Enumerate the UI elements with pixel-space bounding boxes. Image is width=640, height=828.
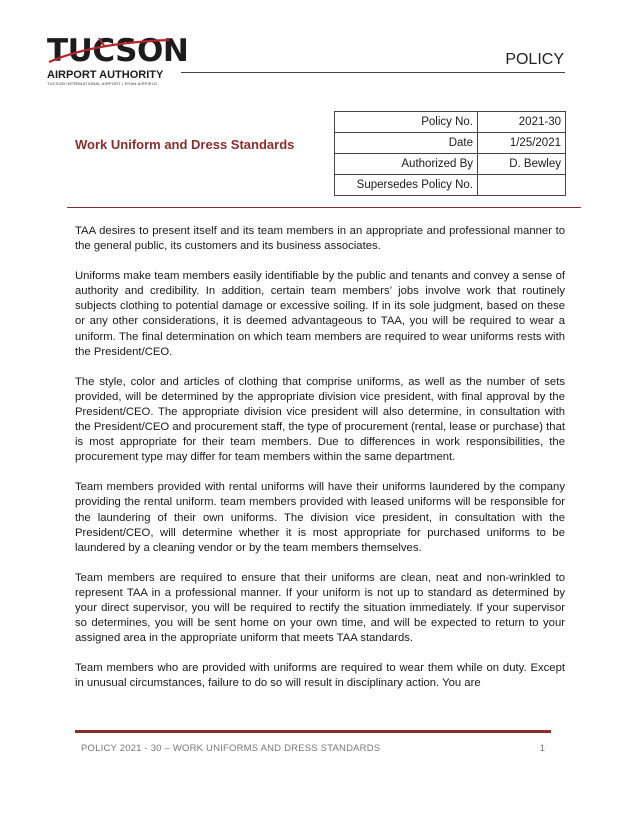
header-divider <box>181 72 565 73</box>
meta-value: 2021-30 <box>478 112 566 133</box>
body-paragraph: Uniforms make team members easily identifiable by the public and tenants and convey a sense of authority and credibility. In addition, certain team members’ jobs involve work that routinely subjects clothing to potential damage or excessive soiling. If in its sole judgment, based on these or any other considerations, it is deemed advantageous to TAA, you will be required to wear a uniform. The final determination on which team members are required to wear uniforms rests with the President/CEO. <box>75 270 565 358</box>
title-separator <box>67 207 581 208</box>
meta-row-authorized-by <box>335 154 566 175</box>
meta-key: Policy No. <box>335 112 478 133</box>
body-paragraph: Team members are required to ensure that their uniforms are clean, neat and non-wrinkled to represent TAA in a professional manner. If your uniform is not up to standard as determined by your direct supervisor, you will be required to rectify the situation immediately. If your supervisor so determines, you will be sent home on your own time, and will be expected to return to your assigned area in the appropriate uniform that meets TAA standards. <box>75 571 565 645</box>
footer-divider <box>75 730 551 733</box>
policy-body <box>75 224 565 706</box>
meta-key: Supersedes Policy No. <box>335 175 478 196</box>
meta-key: Date <box>335 133 478 154</box>
logo-wordmark: TUCSON <box>47 33 189 69</box>
policy-meta-table <box>334 111 566 196</box>
meta-row-date <box>335 133 566 154</box>
meta-row-policy-no <box>335 112 566 133</box>
logo-subtitle: AIRPORT AUTHORITY <box>47 69 164 81</box>
body-paragraph: Team members provided with rental uniforms will have their uniforms laundered by the company providing the rental uniform. team members provided with leased uniforms will be responsible for the laundering of their own uniforms. The division vice president, in consultation with the President/CEO, will determine whether it is most appropriate for purchased uniforms to be laundered by a cleaning vendor or by the team members themselves. <box>75 481 565 554</box>
logo-swoosh-icon <box>47 33 189 70</box>
body-paragraph: TAA desires to present itself and its team members in an appropriate and professional manner to the general public, its customers and its business associates. <box>75 225 565 253</box>
body-paragraph: The style, color and articles of clothing that comprise uniforms, as well as the number of sets provided, will be determined by the appropriate division vice president, with final approval by the President/CEO. The appropriate division vice president will also determine, in consultation with the President/CEO and procurement staff, the type of procurement (rental, lease or purchase) that is most appropriate for their team members. Due to differences in work responsibilities, the procurement type may differ for team members within the same department. <box>75 375 565 464</box>
meta-key: Authorized By <box>335 154 478 175</box>
meta-value: D. Bewley <box>478 154 566 175</box>
footer-text: POLICY 2021 - 30 – WORK UNIFORMS AND DRESS STANDARDS <box>81 743 381 754</box>
logo-tagline: TUCSON INTERNATIONAL AIRPORT • RYAN AIRFIELD <box>47 81 158 86</box>
meta-value: 1/25/2021 <box>478 133 566 154</box>
meta-row-supersedes <box>335 175 566 196</box>
document-type-label: POLICY <box>505 51 564 68</box>
body-paragraph: Team members who are provided with uniforms are required to wear them while on duty. Except in unusual circumstances, failure to do so will result in disciplinary action. You are <box>75 662 565 690</box>
document-title: Work Uniform and Dress Standards <box>75 137 295 152</box>
meta-value <box>478 175 566 196</box>
page-number: 1 <box>539 743 545 754</box>
tucson-airport-authority-logo <box>47 33 189 86</box>
